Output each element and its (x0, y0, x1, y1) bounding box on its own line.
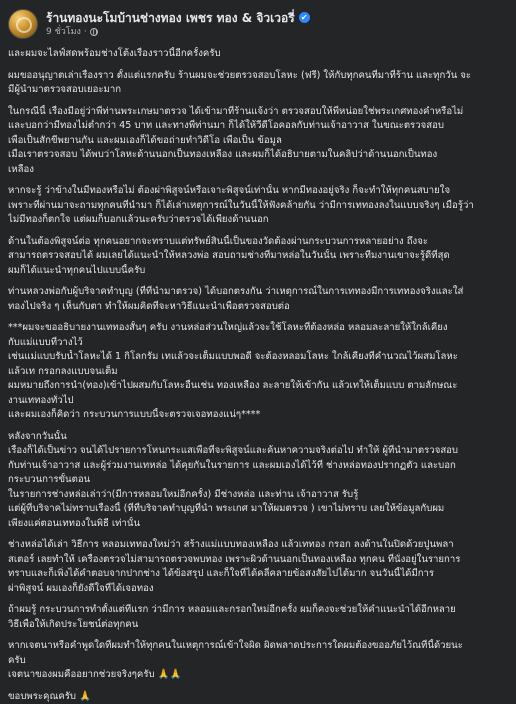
page-avatar[interactable] (8, 9, 38, 39)
post-meta (46, 26, 310, 39)
post-paragraph (8, 639, 508, 683)
verified-badge-icon: ✔ (299, 12, 310, 23)
meta-separator: · (84, 26, 87, 39)
post-paragraph (8, 603, 508, 632)
post-text-line: ทองไปจริง ๆ เห็นกับตา ทำให้ผมคิดที่จะหาวิธีแนะนำเพื่อตรวจสอบต่อ (8, 300, 508, 315)
post-text-line: ***ผมจะขออธิบายงานเททองสั้นๆ ครับ งานหล่อส่วนใหญ่แล้วจะใช้โลหะที่ต้องหล่อ หลอมละลายให้ใกล้เคียง (8, 321, 508, 336)
post-paragraph (8, 285, 508, 314)
post-text-line: ผ่าพิสูจน์ ผมเองก็ยังดีใจที่ได้เจอทอง (8, 582, 508, 597)
post-text-line: ช่างหล่อได้เล่า วิธีการ หลอมเททองใหม่ว่า สร้างแม่แบบทองเหลือง แล้วเททอง กรอก ลงด้านในปิดด้วยปูนพลา (8, 538, 508, 553)
post-text-line: ถ้าผมรู้ กระบวนการทำตั้งแต่ทีแรก ว่ามีการ หลอมและกรอกใหม่อีกครั้ง ผมก็คงจะช่วยให้คำแนะนำได้อีกหลาย (8, 603, 508, 618)
post-text-line: วิธีเพื่อให้เกิดประโยชน์ต่อทุกคน (8, 618, 508, 633)
post-text-line: และผมเองก็คิดว่า กระบวนการแบบนี้จะตรวจเจอทองแน่ๆ**** (8, 408, 508, 423)
post-text-line: แล้วเท กรอกลงแบบจนเต็ม (8, 365, 508, 380)
post-paragraph (8, 184, 508, 228)
post-text-line: ไม่มีทองก็ตกใจ แต่ผมก็บอกแล้วนะครับว่าตรวจได้เพียงด้านนอก (8, 213, 508, 228)
post-text-line: ผมก็ได้แนะนำทุกคนไปแบบนี้ครับ (8, 264, 508, 279)
post-text-line: หากจะรู้ ว่าข้างในมีทองหรือไม่ ต้องผ่าพิสูจน์หรือเจาะพิสูจน์เท่านั้น หากมีทองอยู่จริง ก็จะทำให้ทุกคนสบายใจ (8, 184, 508, 199)
globe-icon (90, 28, 98, 36)
post-text-line: ครับ (8, 654, 508, 669)
page-name-row (46, 10, 310, 26)
post-text-line: งานเททองทั่วไป (8, 394, 508, 409)
post-paragraph (8, 538, 508, 596)
post-header-text (46, 10, 310, 39)
post-text-line: ท่านหลวงพ่อกับผู้บริจาคทำบุญ (ที่ที่นำมาตรวจ) ได้บอกตรงกัน ว่าเหตุการณ์ในการเททองมีการเททองจริงและใส่ (8, 285, 508, 300)
post-text-line: เพราะที่ผ่านมาจะถามทุกคนที่นำมา ก็ได้เล่าเหตุการณ์ในวันนี้ให้ฟังคล้ายกัน ว่ามีการเททองลงในแบบจริงๆ เมื่อรู้ว่า (8, 199, 508, 214)
post-text-line: กับแม่แบบที่วางไว้ (8, 336, 508, 351)
post-text-line: กระบวนการขั้นตอน (8, 473, 508, 488)
post-paragraph (8, 235, 508, 279)
post-text-line: หากเจตนาหรือคำพูดใดที่ผมทำให้ทุกคนในเหตุการณ์เข้าใจผิด ผิดพลาดประการใดผมต้องขออภัยไว้ณที่นี้ด้วยนะ (8, 639, 508, 654)
post-text-line: เหลือง (8, 163, 508, 178)
post-text-line: มีผู้นำมาตรวจสอบเยอะมาก (8, 83, 508, 98)
post-text-line: เรื่องก็ได้เป็นข่าว จนได้ไปรายการโหนกระแสเพื่อที่จะพิสูจน์และค้นหาความจริงต่อไป ทำให้ ผู้ที่นำมาตรวจสอบ (8, 444, 508, 459)
post-text-line: ด้านในต้องพิสูจน์ต่อ ทุกคนอยากจะทราบแต่ทรัพย์สินนี้เป็นของวัดต้องผ่านกระบวนการหลายอย่าง ถึงจะ (8, 235, 508, 250)
post-paragraph (8, 105, 508, 178)
post-text-line: เจตนาของผมคืออยากช่วยจริงๆครับ 🙏🙏 (8, 668, 508, 683)
post-text-line: และผมจะไลฟ์สดพร้อมช่างโต้งเรื่องราวนี้อีกครั้งครับ (8, 47, 508, 62)
post-text-line: ทราบและก็เพิ่งได้คำตอบจากปากช่าง ได้ข้อสรุป และก็ใจที่ได้คลี่คลายข้อสงสัยไปได้มาก จนวันนี้ได้มีการ (8, 567, 508, 582)
page-name[interactable]: ร้านทองนะโมบ้านช่างทอง เพชร ทอง & จิวเวอรี่ (46, 10, 295, 26)
post-text-line: ในกรณีนี้ เรื่องมีอยู่ว่าพี่ท่านพระเกษมาตรวจ ได้เข้ามาที่ร้านแจ้งว่า ตรวจสอบให้พี่หน่อยใช่พระเกศทองคำหรือไม่ (8, 105, 508, 120)
post-paragraph (8, 69, 508, 98)
post-text-line: สามารถตรวจสอบได้ ผมเลยได้แนะนำให้หลวงพ่อ สอบถามช่างที่มาหล่อในวันนั้น เพราะทีมงานเขาจะรู้ดีที่สุด (8, 249, 508, 264)
post-text-line: ขอบพระคุณครับ 🙏 (8, 690, 508, 704)
post-time[interactable]: 9 ชั่วโมง (46, 26, 81, 39)
post-text-line: เมื่อเราตรวจสอบ ได้พบว่าโลหะด้านนอกเป็นทองเหลือง และผมก็ได้อธิบายตามในคลิปว่าด้านนอกเป็นทอง (8, 148, 508, 163)
post-body (8, 47, 508, 704)
post-text-line: หลังจากวันนั้น (8, 430, 508, 445)
post-text-line: ผมขออนุญาตเล่าเรื่องราว ตั้งแต่แรกครับ ร้านผมจะช่วยตรวจสอบโลหะ (ฟรี) ให้กับทุกคนที่มาที่ร้าน และทุกวัน จะ (8, 69, 508, 84)
post-text-line: และบอกว่ามีทองไม่ต่ำกว่า 45 บาท และทางพี่ท่านมา ก็ได้ให้วีดีโอคอลกับท่านเจ้าอาวาส ในขณะตรวจสอบ (8, 119, 508, 134)
post-text-line: กับท่านเจ้าอาวาส และผู้ร่วมงานเทหล่อ ได้คุยกันในรายการ และผมเองได้ไว้ที่ ช่างหล่อทองปรากฏตัว และบอก (8, 459, 508, 474)
post-paragraph (8, 321, 508, 423)
post-text-line: สเตอร์ เลยทำให้ เครื่องตรวจไม่สามารถตรวจพบทอง เพราะผิวด้านนอกเป็นทองเหลือง ทุกคน ที่นั่งอยู่ในรายการ (8, 553, 508, 568)
post-text-line: เพื่อเป็นสักขีพยานกัน และผมเองก็ได้ขอถ่ายทำวิดีโอ เพื่อเป็น ข้อมูล (8, 134, 508, 149)
post-paragraph (8, 47, 508, 62)
post-header (8, 6, 508, 42)
post-text-line: ในรายการช่างหล่อเล่าว่า(มีการหลอมใหม่อีกครั้ง) มีช่างหล่อ และท่าน เจ้าอาวาส รับรู้ (8, 488, 508, 503)
post-text-line: ผมหมายถึงการนำ(ทอง)เข้าไปผสมกับโลหะอื่นเช่น ทองเหลือง ละลายให้เข้ากัน แล้วเทให้เต็มแบบ ตามลักษณะ (8, 379, 508, 394)
post-text-line: เพียงแค่ตอนเททองในพิธี เท่านั้น (8, 517, 508, 532)
post-text-line: แต่ผู้ที่บริจาคไม่ทราบเรื่องนี้ (ที่ที่บริจาคทำบุญที่นำ พระเกศ มาให้ผมตรวจ ) เขาไม่ทราบ เลยให้ข้อมูลกับผม (8, 502, 508, 517)
post-paragraph (8, 430, 508, 532)
post-text-line: เช่นแม่แบบรับน้ำโลหะได้ 1 กิโลกรัม เทแล้วจะเต็มแบบพอดี จะต้องหลอมโลหะ ใกล้เคียงที่คำนวณไว้ผสมโลหะ (8, 350, 508, 365)
